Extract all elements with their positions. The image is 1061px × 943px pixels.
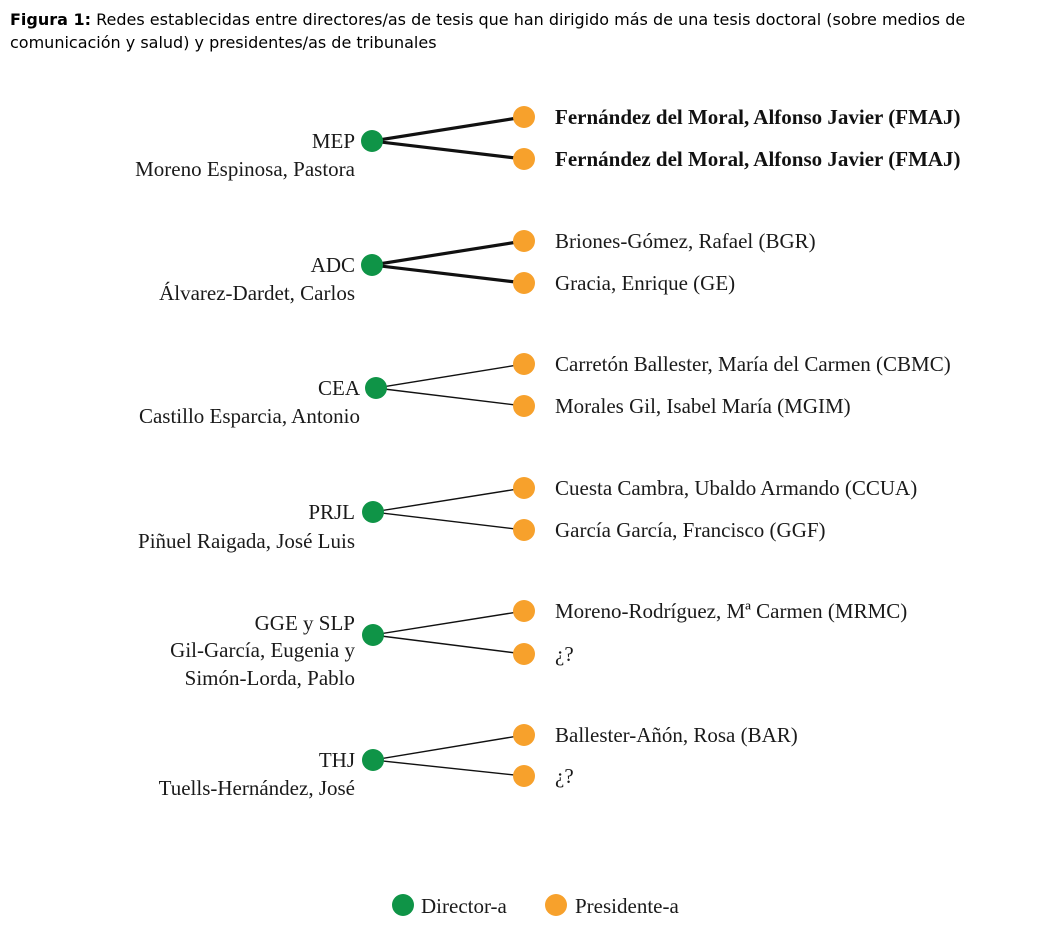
presidente-label: García García, Francisco (GGF)	[555, 518, 826, 542]
presidente-node	[513, 353, 535, 375]
presidente-label: Fernández del Moral, Alfonso Javier (FMAJ)	[555, 147, 961, 171]
presidente-node	[513, 519, 535, 541]
director-name: Álvarez-Dardet, Carlos	[159, 281, 355, 305]
network-group-4	[138, 476, 917, 553]
edge	[373, 611, 524, 635]
edge	[373, 512, 524, 530]
edge	[372, 117, 524, 141]
presidente-node	[513, 765, 535, 787]
presidente-node	[513, 600, 535, 622]
edge	[376, 388, 524, 406]
director-code: MEP	[311, 129, 355, 153]
presidente-label: Fernández del Moral, Alfonso Javier (FMAJ)	[555, 105, 961, 129]
director-node	[362, 501, 384, 523]
director-node	[361, 130, 383, 152]
legend-director-swatch	[392, 894, 414, 916]
caption-text: Redes establecidas entre directores/as de tesis que han dirigido más de una tesis doctoral (sobre medios de comunicación y salud) y presidentes/as de tribunales	[10, 10, 966, 52]
legend	[392, 894, 679, 918]
presidente-node	[513, 395, 535, 417]
director-code: PRJL	[308, 500, 355, 524]
presidente-label: ¿?	[555, 642, 574, 666]
director-node	[361, 254, 383, 276]
edge	[372, 241, 524, 265]
presidente-node	[513, 148, 535, 170]
presidente-label: Carretón Ballester, María del Carmen (CBMC)	[555, 352, 951, 376]
presidente-label: Cuesta Cambra, Ubaldo Armando (CCUA)	[555, 476, 918, 500]
edge	[373, 735, 524, 760]
director-name: Castillo Esparcia, Antonio	[138, 404, 360, 428]
presidente-label: Briones-Gómez, Rafael (BGR)	[555, 229, 816, 253]
presidente-label: ¿?	[555, 764, 574, 788]
network-group-2	[159, 229, 816, 305]
director-code: CEA	[318, 376, 360, 400]
edge	[373, 488, 524, 512]
director-code: GGE y SLP	[254, 611, 355, 635]
director-name: Tuells-Hernández, José	[158, 776, 355, 800]
presidente-label: Ballester-Añón, Rosa (BAR)	[555, 723, 798, 747]
legend-presidente-swatch	[545, 894, 567, 916]
legend-presidente-label: Presidente-a	[575, 894, 679, 918]
director-name: Moreno Espinosa, Pastora	[135, 157, 355, 181]
director-node	[362, 749, 384, 771]
director-name: Simón-Lorda, Pablo	[184, 666, 355, 690]
presidente-node	[513, 230, 535, 252]
network-group-3	[139, 352, 951, 428]
network-group-5	[170, 599, 907, 690]
caption-prefix: Figura 1:	[10, 10, 92, 29]
edge	[372, 265, 524, 283]
presidente-node	[513, 477, 535, 499]
presidente-label: Morales Gil, Isabel María (MGIM)	[555, 394, 851, 418]
edge	[376, 364, 524, 388]
director-name: Piñuel Raigada, José Luis	[138, 529, 355, 553]
director-name: Gil-García, Eugenia y	[170, 638, 355, 662]
presidente-node	[513, 724, 535, 746]
director-node	[362, 624, 384, 646]
presidente-node	[513, 643, 535, 665]
groups-layer	[135, 105, 960, 800]
director-code: ADC	[310, 253, 355, 277]
director-code: THJ	[318, 748, 355, 772]
presidente-label: Gracia, Enrique (GE)	[555, 271, 736, 295]
edge	[373, 635, 524, 654]
presidente-node	[513, 272, 535, 294]
presidente-node	[513, 106, 535, 128]
network-group-6	[159, 723, 798, 800]
director-node	[365, 377, 387, 399]
edge	[373, 760, 524, 776]
network-group-1	[135, 105, 960, 181]
legend-director-label: Director-a	[421, 894, 507, 918]
presidente-label: Moreno-Rodríguez, Mª Carmen (MRMC)	[555, 599, 908, 623]
edge	[372, 141, 524, 159]
